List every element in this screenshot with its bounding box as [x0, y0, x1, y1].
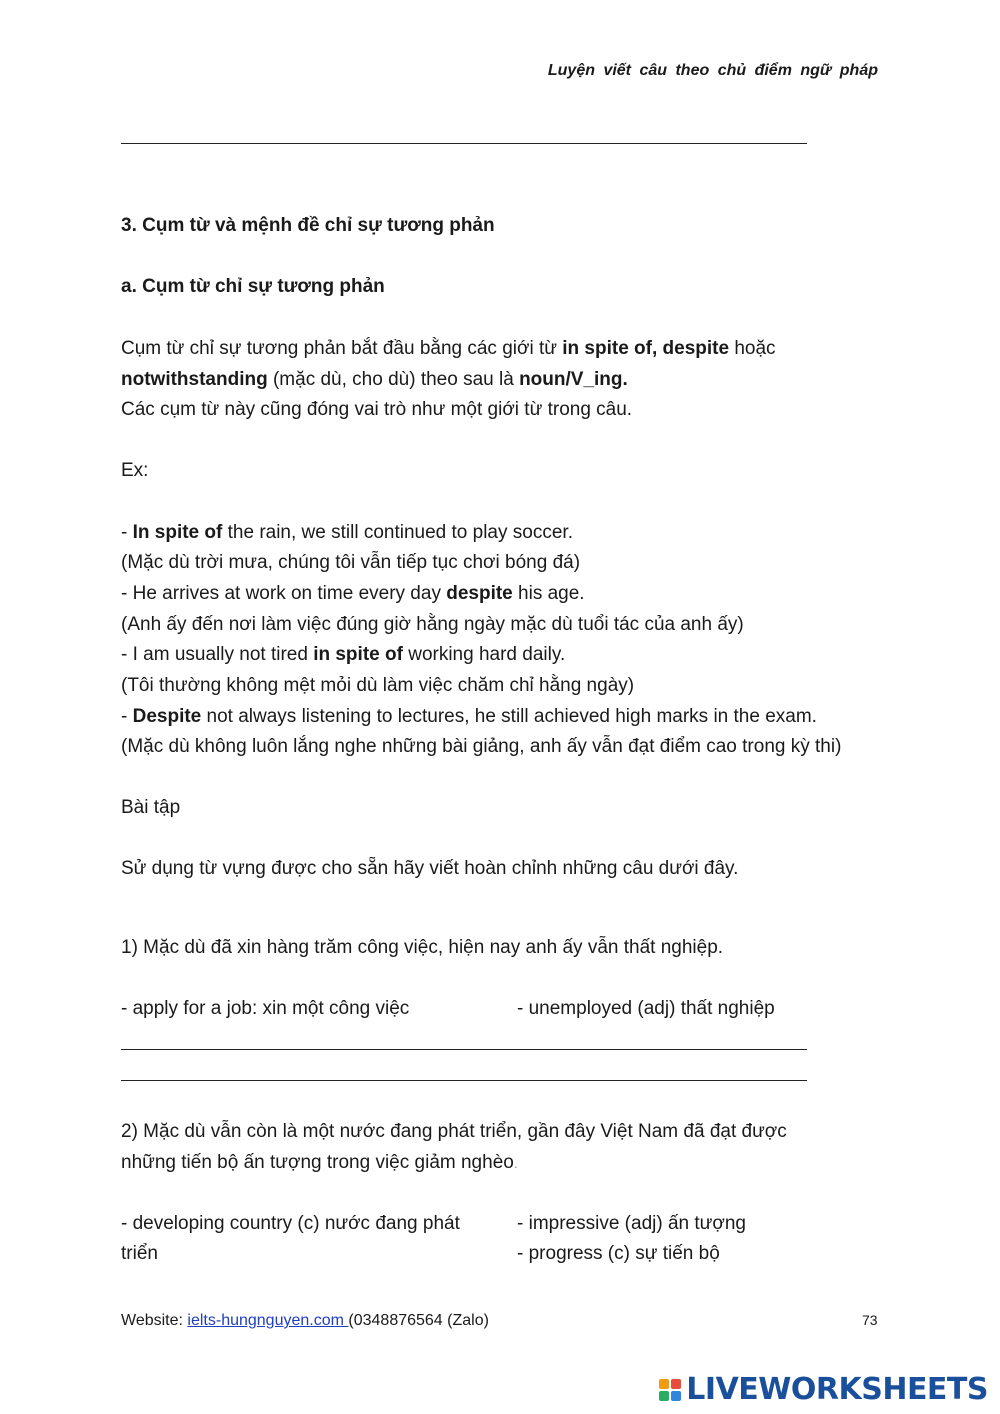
- section-heading: 3. Cụm từ và mệnh đề chỉ sự tương phản: [121, 215, 495, 236]
- example-text: his age.: [512, 583, 585, 604]
- example-text: - I am usually not tired: [121, 644, 314, 665]
- example-3: [121, 644, 565, 666]
- answer-line-q1-1[interactable]: [121, 1049, 807, 1050]
- question-1-vocab-left: - apply for a job: xin một công việc: [121, 998, 410, 1019]
- example-keyword: Despite: [132, 706, 202, 727]
- answer-line-q1-2[interactable]: [121, 1080, 807, 1081]
- intro-text: Cụm từ chỉ sự tương phản bắt đầu bằng các giới từ: [121, 338, 563, 359]
- example-1: [121, 522, 573, 544]
- example-4: [121, 706, 817, 728]
- section-subheading: a. Cụm từ chỉ sự tương phản: [121, 276, 385, 297]
- question-1-vocab-right: - unemployed (adj) thất nghiệp: [517, 998, 775, 1019]
- example-keyword: in spite of: [313, 644, 403, 665]
- intro-keyword: notwithstanding: [121, 369, 268, 390]
- example-keyword: despite: [446, 583, 513, 604]
- logo-icon: [659, 1379, 681, 1401]
- footer-contact: (0348876564 (Zalo): [348, 1312, 489, 1329]
- example-text: working hard daily.: [402, 644, 566, 665]
- intro-line-3: Các cụm từ này cũng đóng vai trò như một giới từ trong câu.: [121, 399, 633, 420]
- question-1: 1) Mặc dù đã xin hàng trăm công việc, hiện nay anh ấy vẫn thất nghiệp.: [121, 937, 724, 958]
- question-2-vocab-right-2: - progress (c) sự tiến bộ: [517, 1243, 720, 1264]
- example-4-translation: (Mặc dù không luôn lắng nghe những bài giảng, anh ấy vẫn đạt điểm cao trong kỳ thi): [121, 736, 842, 757]
- page-number: 73: [862, 1312, 878, 1328]
- question-2-text: những tiến bộ ấn tượng trong việc giảm nghèo: [121, 1152, 514, 1173]
- footer: [121, 1312, 489, 1330]
- example-text: - He arrives at work on time every day: [121, 583, 447, 604]
- intro-text: (mặc dù, cho dù) theo sau là: [267, 369, 520, 390]
- logo-text: LIVEWORKSHEETS: [686, 1372, 988, 1407]
- answer-line-top[interactable]: [121, 143, 807, 144]
- example-1-translation: (Mặc dù trời mưa, chúng tôi vẫn tiếp tục chơi bóng đá): [121, 552, 581, 573]
- ex-label: Ex:: [121, 460, 149, 481]
- question-2-vocab-left-1: - developing country (c) nước đang phát: [121, 1213, 460, 1234]
- question-2-vocab-right-1: - impressive (adj) ấn tượng: [517, 1213, 746, 1234]
- website-link[interactable]: ielts-hungnguyen.com: [187, 1312, 349, 1329]
- intro-line-1: [121, 338, 776, 360]
- example-text: -: [121, 706, 133, 727]
- question-2-vocab-left-2: triển: [121, 1243, 158, 1264]
- intro-line-2: [121, 369, 628, 391]
- question-2-end-mark: .: [513, 1155, 518, 1171]
- example-keyword: In spite of: [132, 522, 223, 543]
- exercise-instruction: Sử dụng từ vựng được cho sẵn hãy viết hoàn chỉnh những câu dưới đây.: [121, 858, 739, 879]
- intro-text: hoặc: [729, 338, 776, 359]
- example-text: the rain, we still continued to play soccer.: [222, 522, 573, 543]
- footer-label: Website:: [121, 1312, 188, 1329]
- exercise-label: Bài tập: [121, 797, 181, 818]
- liveworksheets-logo: [659, 1372, 988, 1407]
- question-2-line-2: [121, 1152, 518, 1174]
- example-text: not always listening to lectures, he still achieved high marks in the exam.: [201, 706, 817, 727]
- example-2: [121, 583, 585, 605]
- example-text: -: [121, 522, 133, 543]
- question-2-line-1: 2) Mặc dù vẫn còn là một nước đang phát triển, gần đây Việt Nam đã đạt được: [121, 1121, 787, 1142]
- intro-keywords: in spite of, despite: [562, 338, 730, 359]
- example-2-translation: (Anh ấy đến nơi làm việc đúng giờ hằng ngày mặc dù tuổi tác của anh ấy): [121, 614, 744, 635]
- intro-keyword: noun/V_ing.: [519, 369, 628, 390]
- page-header-title: Luyện viết câu theo chủ điểm ngữ pháp: [547, 62, 878, 79]
- example-3-translation: (Tôi thường không mệt mỏi dù làm việc chăm chỉ hằng ngày): [121, 675, 635, 696]
